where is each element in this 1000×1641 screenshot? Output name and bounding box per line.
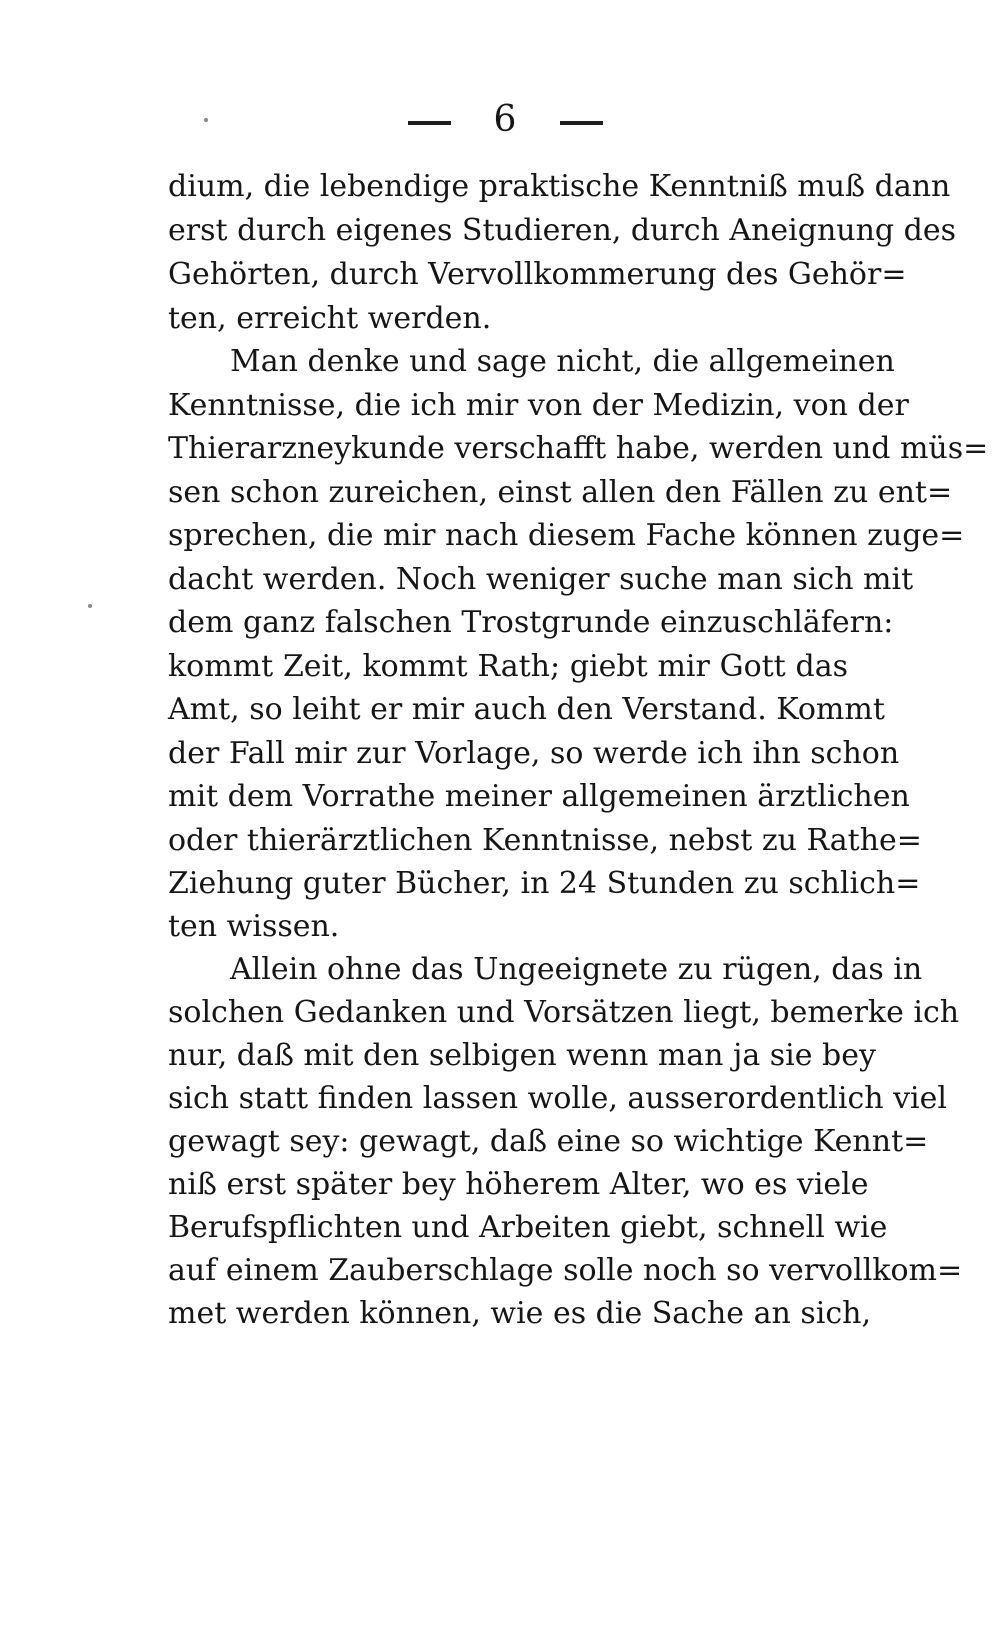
text-line: ten, erreicht werden. <box>168 301 492 336</box>
dust-speck <box>88 604 92 608</box>
text-line: Kenntnisse, die ich mir von der Medizin, von der <box>168 388 909 423</box>
text-line: Berufspflichten und Arbeiten giebt, schnell wie <box>168 1210 888 1245</box>
text-line: Ziehung guter Bücher, in 24 Stunden zu schlich= <box>168 866 921 901</box>
text-line: oder thierärztlichen Kenntnisse, nebst zu Rathe= <box>168 823 922 858</box>
text-line: Gehörten, durch Vervollkommerung des Gehör= <box>168 257 907 292</box>
page-header <box>0 95 1000 145</box>
text-line: dacht werden. Noch weniger suche man sich mit <box>168 562 914 597</box>
text-line: dium, die lebendige praktische Kenntniß muß dann <box>168 169 951 204</box>
text-line: sen schon zureichen, einst allen den Fällen zu ent= <box>168 475 953 510</box>
page-number: 6 <box>493 99 517 140</box>
text-line: auf einem Zauberschlage solle noch so vervollkom= <box>168 1253 963 1288</box>
text-line: dem ganz falschen Trostgrunde einzuschläfern: <box>168 605 894 640</box>
text-line: gewagt sey: gewagt, daß eine so wichtige Kennt= <box>168 1124 929 1159</box>
text-line: nur, daß mit den selbigen wenn man ja sie bey <box>168 1038 876 1073</box>
text-line: mit dem Vorrathe meiner allgemeinen ärztlichen <box>168 779 910 814</box>
text-line: ten wissen. <box>168 909 340 944</box>
text-line: der Fall mir zur Vorlage, so werde ich ihn schon <box>168 736 900 771</box>
text-line: Thierarzneykunde verschafft habe, werden und müs= <box>168 431 989 466</box>
text-line: niß erst später bey höherem Alter, wo es viele <box>168 1167 869 1202</box>
text-line: sich statt finden lassen wolle, ausserordentlich viel <box>168 1081 947 1116</box>
text-line: met werden können, wie es die Sache an sich, <box>168 1296 871 1331</box>
text-line: Man denke und sage nicht, die allgemeinen <box>230 344 895 379</box>
text-line: solchen Gedanken und Vorsätzen liegt, bemerke ich <box>168 995 960 1030</box>
text-line: kommt Zeit, kommt Rath; giebt mir Gott das <box>168 649 848 684</box>
text-line: erst durch eigenes Studieren, durch Aneignung des <box>168 213 957 248</box>
header-dash-left <box>408 121 451 125</box>
text-line: sprechen, die mir nach diesem Fache können zuge= <box>168 518 965 553</box>
text-line: Allein ohne das Ungeeignete zu rügen, das in <box>230 952 923 987</box>
header-dash-right <box>560 121 603 125</box>
text-line: Amt, so leiht er mir auch den Verstand. Kommt <box>168 692 885 727</box>
